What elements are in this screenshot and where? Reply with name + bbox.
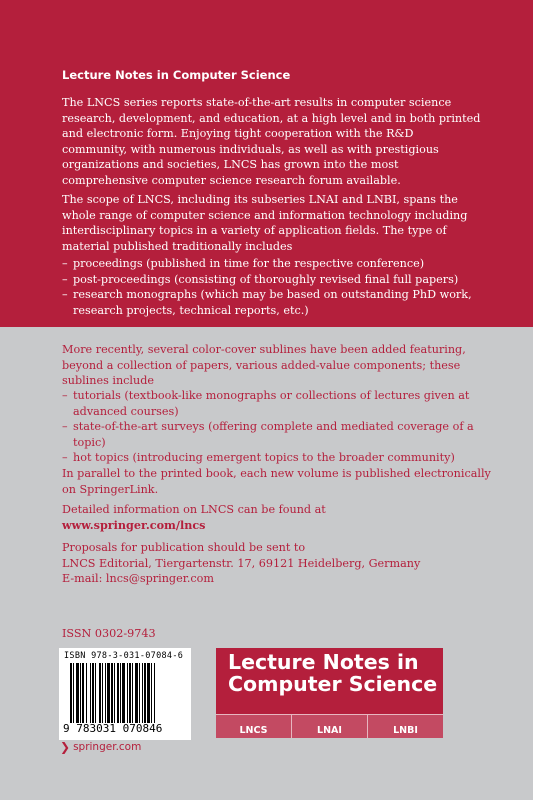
publisher-name: springer.com — [73, 741, 142, 753]
barcode-bar — [117, 663, 119, 723]
barcode-number: 9 783031 070846 — [63, 722, 163, 735]
barcode-bar — [122, 663, 125, 723]
proposals-paragraph: Proposals for publication should be sent to LNCS Editorial, Tiergartenstr. 17, 69121 Heidelberg, Germany E-mail: lncs@springer.com — [62, 540, 492, 587]
barcode — [59, 648, 191, 740]
barcode-bar — [111, 663, 113, 723]
intro-paragraph: The LNCS series reports state-of-the-art results in computer science research, development, and education, at a high level and in both printed and electronic form. Enjoying tight cooperation with the R&D community, with numerous individuals, as well as with prestigious organizations and societies, LNCS has grown into the most comprehensive computer science research forum available. — [62, 96, 481, 187]
publisher-link[interactable] — [60, 740, 141, 754]
series-logo-name: Lecture Notes in Computer Science — [228, 650, 438, 696]
barcode-bar — [73, 663, 74, 723]
barcode-bar — [70, 663, 72, 723]
series-title: Lecture Notes in Computer Science — [62, 68, 291, 82]
barcode-bar — [99, 663, 101, 723]
tab-lnai: LNAI — [291, 714, 367, 738]
list-item: – research monographs (which may be based on outstanding PhD work, research projects, technical reports, etc.) — [62, 288, 472, 317]
tab-lnbi: LNBI — [367, 714, 443, 738]
email-link[interactable]: E-mail: lncs@springer.com — [62, 572, 214, 585]
series-tabs — [216, 714, 443, 738]
lncs-url-link[interactable]: www.springer.com/lncs — [62, 517, 206, 532]
list-item: – tutorials (textbook-like monographs or collections of lectures given at advanced courses) — [62, 389, 470, 418]
series-logo — [216, 648, 443, 738]
tab-lncs: LNCS — [216, 714, 291, 738]
barcode-bar — [114, 663, 115, 723]
barcode-bar — [139, 663, 140, 723]
barcode-bar — [102, 663, 103, 723]
barcode-bar — [135, 663, 138, 723]
issn: ISSN 0302-9743 — [62, 627, 156, 640]
barcode-bar — [105, 663, 106, 723]
list-item: – post-proceedings (consisting of thoroughly revised final full papers) — [62, 272, 459, 286]
barcode-bars — [70, 663, 182, 723]
sublines-paragraph: More recently, several color-cover sublines have been added featuring, beyond a collection of papers, various added-value components; these sublines include — [62, 343, 466, 387]
barcode-bar — [127, 663, 128, 723]
chevron-right-icon: ❯ — [60, 740, 71, 754]
barcode-bar — [95, 663, 96, 723]
barcode-bar — [107, 663, 110, 723]
barcode-bar — [120, 663, 121, 723]
material-list — [62, 256, 492, 318]
sublines-list — [62, 388, 492, 466]
list-item: – proceedings (published in time for the respective conference) — [62, 257, 425, 270]
barcode-bar — [90, 663, 91, 723]
list-item: – hot topics (introducing emergent topics to the broader community) — [62, 451, 455, 464]
list-item: – state-of-the-art surveys (offering complete and mediated coverage of a topic) — [62, 420, 474, 449]
barcode-bar — [154, 663, 155, 723]
barcode-bar — [86, 663, 87, 723]
barcode-bar — [147, 663, 150, 723]
barcode-bar — [132, 663, 133, 723]
barcode-isbn: ISBN 978-3-031-07084-6 — [64, 651, 184, 661]
springerlink-paragraph: In parallel to the printed book, each new volume is published electronically on SpringerLink. — [62, 467, 491, 496]
barcode-bar — [151, 663, 152, 723]
barcode-bar — [80, 663, 81, 723]
barcode-bar — [142, 663, 143, 723]
scope-paragraph: The scope of LNCS, including its subseries LNAI and LNBI, spans the whole range of computer science and information technology including interdisciplinary topics in a variety of application fields. The type of material published traditionally includes — [62, 193, 468, 253]
barcode-bar — [92, 663, 94, 723]
barcode-bar — [129, 663, 131, 723]
barcode-bar — [144, 663, 146, 723]
barcode-bar — [76, 663, 79, 723]
info-paragraph: Detailed information on LNCS can be found at www.springer.com/lncs — [62, 502, 492, 533]
barcode-bar — [82, 663, 84, 723]
